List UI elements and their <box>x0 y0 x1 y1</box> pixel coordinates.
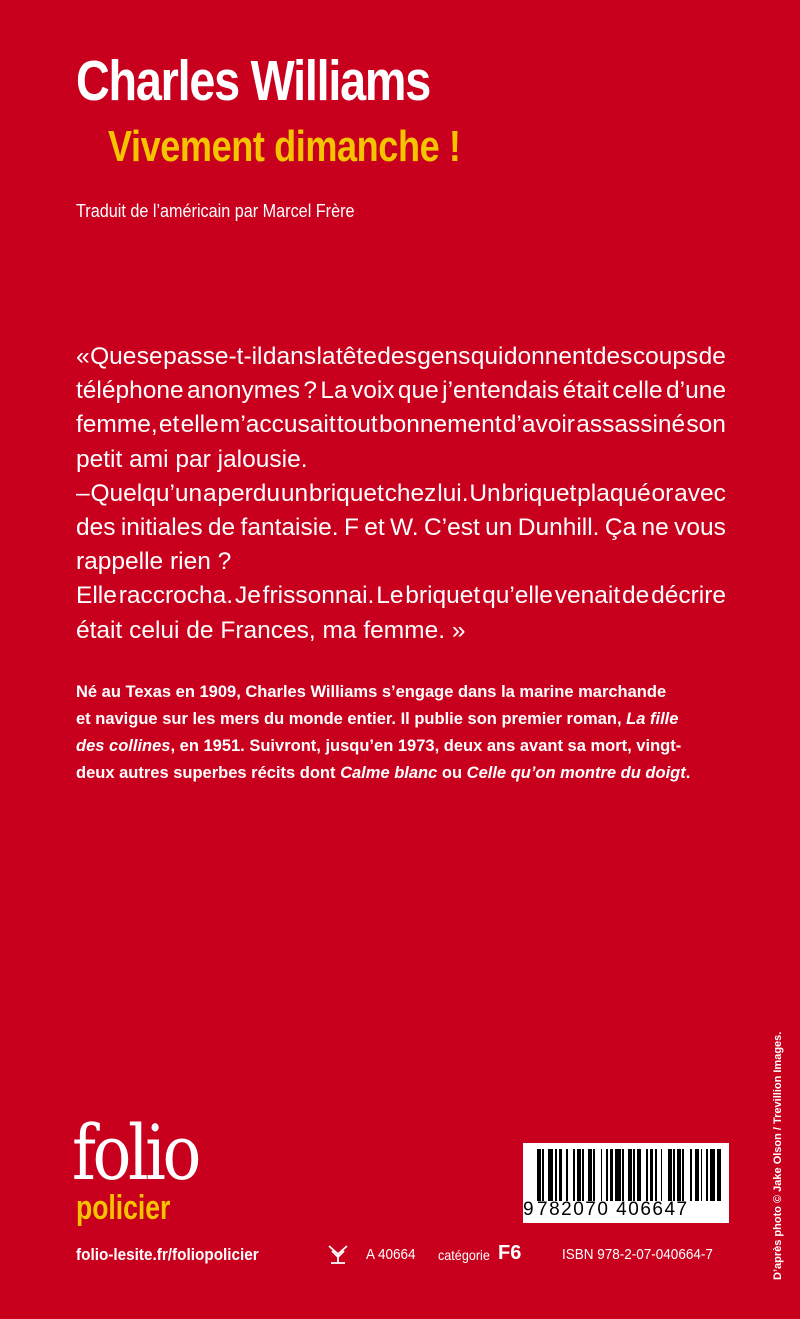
book-reference: Celle qu’on montre du doigt <box>466 764 686 782</box>
bio-line: Né au Texas en 1909, Charles Williams s’engage dans la marine marchande <box>76 683 667 701</box>
book-reference: La fille <box>626 710 679 728</box>
quote-line: était celui de Frances, ma femme. » <box>76 616 466 644</box>
gallimard-pelican-icon <box>326 1243 350 1265</box>
policier-logo: policier <box>76 1189 171 1227</box>
quote-line: des initiales de fantaisie. F et W. C’est un Dunhill. Ça ne vous <box>76 514 726 542</box>
book-reference: des collines <box>76 737 171 755</box>
blurb-quote <box>76 340 726 648</box>
quote-line: Elle raccrocha. Je frissonnai. Le briquet qu’elle venait de décrire <box>76 582 726 610</box>
website-link[interactable]: folio-lesite.fr/foliopolicier <box>76 1245 259 1264</box>
barcode <box>523 1143 729 1223</box>
category-value: F6 <box>498 1242 522 1264</box>
category-label: catégorie <box>438 1247 490 1263</box>
quote-line: petit ami par jalousie. <box>76 445 308 473</box>
book-reference: Calme blanc <box>340 764 438 782</box>
bio-line: des collines, en 1951. Suivront, jusqu’en 1973, deux ans avant sa mort, vingt- <box>76 737 682 755</box>
barcode-number: 9 782070 406647 <box>523 1199 689 1220</box>
translator-credit: Traduit de l’américain par Marcel Frère <box>76 201 355 221</box>
quote-line: téléphone anonymes ? La voix que j’entendais était celle d’une <box>76 377 726 405</box>
book-title: Vivement dimanche ! <box>108 122 461 171</box>
quote-line: « Que se passe-t-il dans la tête des gens qui donnent des coups de <box>76 343 726 370</box>
quote-line: femme, et elle m’accusait tout bonnement d’avoir assassiné son <box>76 411 726 439</box>
product-code: A 40664 <box>366 1246 416 1263</box>
author-biography <box>76 679 728 787</box>
barcode-bars <box>537 1149 723 1201</box>
bio-line: et navigue sur les mers du monde entier. Il publie son premier roman, La fille <box>76 710 679 728</box>
author-name: Charles Williams <box>76 49 430 113</box>
photo-credit: D’après photo © Jake Olson / Trevillion Images. <box>772 1031 784 1280</box>
quote-line: rappelle rien ? <box>76 548 232 576</box>
isbn-number: ISBN 978-2-07-040664-7 <box>562 1246 713 1263</box>
folio-logo: folio <box>72 1108 199 1197</box>
quote-line: – Quelqu’un a perdu un briquet chez lui. Un briquet plaqué or avec <box>76 479 726 507</box>
bio-line: deux autres superbes récits dont Calme blanc ou Celle qu’on montre du doigt. <box>76 764 691 782</box>
